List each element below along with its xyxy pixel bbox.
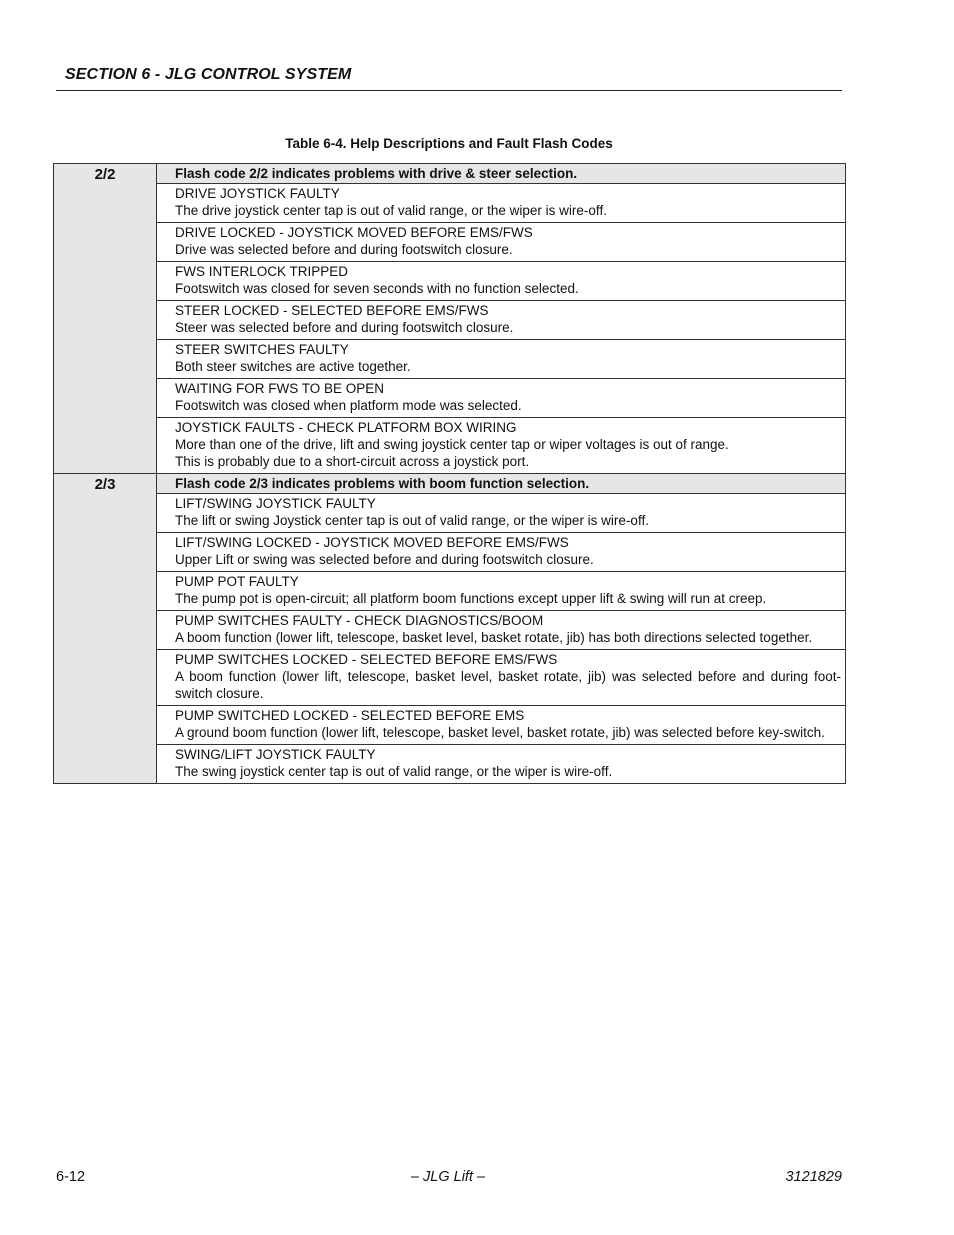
flash-code-cell: 2/2 — [54, 164, 157, 474]
table-row — [54, 650, 846, 706]
fault-title: LIFT/SWING JOYSTICK FAULTY — [175, 496, 376, 511]
fault-description: Drive was selected before and during footswitch closure. — [175, 242, 513, 257]
table-row — [54, 533, 846, 572]
fault-description: Steer was selected before and during footswitch closure. — [175, 320, 514, 335]
fault-description: More than one of the drive, lift and swing joystick center tap or wiper voltages is out of range. — [175, 437, 729, 452]
section-header — [56, 64, 842, 91]
document-number: 3121829 — [785, 1169, 842, 1185]
footer-brand: – JLG Lift – — [410, 1169, 486, 1185]
fault-title: PUMP SWITCHED LOCKED - SELECTED BEFORE EMS — [175, 708, 525, 723]
fault-title: PUMP POT FAULTY — [175, 574, 299, 589]
table-row — [54, 340, 846, 379]
fault-entry — [157, 494, 846, 533]
fault-title: PUMP SWITCHES LOCKED - SELECTED BEFORE EMS/FWS — [175, 652, 558, 667]
fault-entry — [157, 184, 846, 223]
group-header: Flash code 2/3 indicates problems with boom function selection. — [157, 474, 846, 494]
fault-description: A ground boom function (lower lift, telescope, basket level, basket rotate, jib) was selected before key-switch. — [175, 725, 825, 740]
table-row — [54, 262, 846, 301]
table-row — [54, 301, 846, 340]
fault-entry — [157, 572, 846, 611]
fault-description: Footswitch was closed when platform mode was selected. — [175, 398, 522, 413]
fault-title: SWING/LIFT JOYSTICK FAULTY — [175, 747, 376, 762]
fault-description: The swing joystick center tap is out of valid range, or the wiper is wire-off. — [175, 764, 613, 779]
fault-description: Upper Lift or swing was selected before and during footswitch closure. — [175, 552, 594, 567]
table-row — [54, 706, 846, 745]
fault-description: The pump pot is open-circuit; all platform boom functions except upper lift & swing will run at creep. — [175, 591, 767, 606]
fault-title: STEER SWITCHES FAULTY — [175, 342, 349, 357]
fault-title: LIFT/SWING LOCKED - JOYSTICK MOVED BEFORE EMS/FWS — [175, 535, 569, 550]
fault-title: WAITING FOR FWS TO BE OPEN — [175, 381, 385, 396]
fault-title: JOYSTICK FAULTS - CHECK PLATFORM BOX WIRING — [175, 420, 517, 435]
fault-entry — [157, 223, 846, 262]
fault-entry — [157, 706, 846, 745]
group-header-row — [54, 164, 846, 184]
fault-entry — [157, 340, 846, 379]
table-row — [54, 418, 846, 474]
fault-title: PUMP SWITCHES FAULTY - CHECK DIAGNOSTICS/BOOM — [175, 613, 544, 628]
table-row — [54, 184, 846, 223]
fault-title: DRIVE JOYSTICK FAULTY — [175, 186, 340, 201]
table-row — [54, 611, 846, 650]
table-row — [54, 745, 846, 784]
table-row — [54, 223, 846, 262]
fault-title: STEER LOCKED - SELECTED BEFORE EMS/FWS — [175, 303, 489, 318]
fault-description: The drive joystick center tap is out of valid range, or the wiper is wire-off. — [175, 203, 607, 218]
fault-description: Both steer switches are active together. — [175, 359, 411, 374]
fault-entry — [157, 533, 846, 572]
fault-entry — [157, 418, 846, 474]
fault-description: Footswitch was closed for seven seconds with no function selected. — [175, 281, 579, 296]
page-number: 6-12 — [56, 1169, 86, 1185]
fault-entry — [157, 301, 846, 340]
fault-title: FWS INTERLOCK TRIPPED — [175, 264, 349, 279]
fault-entry — [157, 611, 846, 650]
table-row — [54, 379, 846, 418]
fault-entry — [157, 262, 846, 301]
table-row — [54, 572, 846, 611]
fault-entry — [157, 745, 846, 784]
group-header: Flash code 2/2 indicates problems with drive & steer selection. — [157, 164, 846, 184]
flash-code-cell: 2/3 — [54, 474, 157, 784]
section-title: SECTION 6 - JLG CONTROL SYSTEM — [65, 66, 352, 83]
fault-entry — [157, 379, 846, 418]
fault-description: A boom function (lower lift, telescope, basket level, basket rotate, jib) was selected before and during foot-switch closure. — [175, 669, 841, 701]
fault-entry — [157, 650, 846, 706]
fault-title: DRIVE LOCKED - JOYSTICK MOVED BEFORE EMS/FWS — [175, 225, 533, 240]
fault-code-table — [53, 163, 846, 784]
fault-description-extra: This is probably due to a short-circuit across a joystick port. — [175, 454, 530, 469]
table-title: Table 6-4. Help Descriptions and Fault Flash Codes — [285, 136, 613, 151]
group-header-row — [54, 474, 846, 494]
fault-description: The lift or swing Joystick center tap is out of valid range, or the wiper is wire-off. — [175, 513, 649, 528]
table-row — [54, 494, 846, 533]
fault-description: A boom function (lower lift, telescope, basket level, basket rotate, jib) has both directions selected together. — [175, 630, 813, 645]
